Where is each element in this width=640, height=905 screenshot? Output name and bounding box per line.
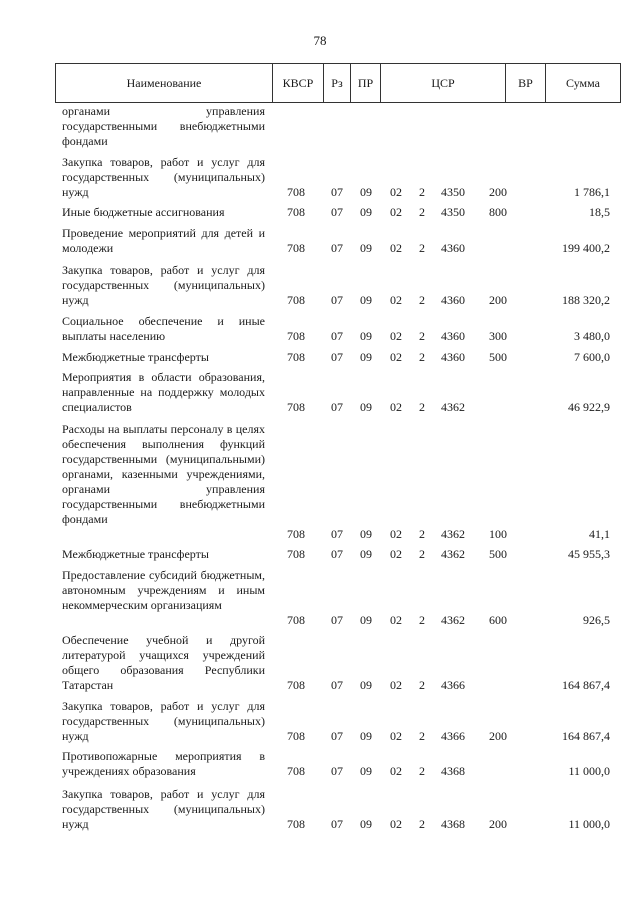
row-csr-program: 02 xyxy=(390,350,402,364)
row-csr-subprogram: 2 xyxy=(419,729,425,743)
row-csr-code: 4366 xyxy=(441,678,465,692)
row-name: Закупка товаров, работ и услуг для государственных (муниципальных) нужд xyxy=(62,699,265,743)
row-csr-code: 4368 xyxy=(441,817,465,831)
row-pr: 09 xyxy=(360,205,372,219)
row-csr-code: 4360 xyxy=(441,329,465,343)
row-csr-subprogram: 2 xyxy=(419,293,425,307)
row-csr-code: 4360 xyxy=(441,293,465,307)
row-csr-subprogram: 2 xyxy=(419,817,425,831)
row-pr: 09 xyxy=(360,527,372,541)
row-csr-subprogram: 2 xyxy=(419,764,425,778)
row-csr-program: 02 xyxy=(390,729,402,743)
header-vr: ВР xyxy=(506,64,546,102)
row-name: Мероприятия в области образования, направленные на поддержку молодых специалистов xyxy=(62,370,265,414)
row-name: органами управления государственными внебюджетными фондами xyxy=(62,104,265,148)
row-csr-code: 4366 xyxy=(441,729,465,743)
row-name: Проведение мероприятий для детей и молодежи xyxy=(62,226,265,255)
row-kvsr: 708 xyxy=(287,293,305,307)
row-pr: 09 xyxy=(360,241,372,255)
row-name: Противопожарные мероприятия в учреждениях образования xyxy=(62,749,265,778)
row-rz: 07 xyxy=(331,547,343,561)
header-pr: ПР xyxy=(351,64,381,102)
row-csr-subprogram: 2 xyxy=(419,547,425,561)
row-name: Межбюджетные трансферты xyxy=(62,547,209,561)
row-rz: 07 xyxy=(331,613,343,627)
row-sum: 199 400,2 xyxy=(562,241,610,255)
row-csr-subprogram: 2 xyxy=(419,613,425,627)
row-csr-subprogram: 2 xyxy=(419,350,425,364)
row-vr: 500 xyxy=(489,547,507,561)
row-pr: 09 xyxy=(360,764,372,778)
row-kvsr: 708 xyxy=(287,764,305,778)
row-sum: 11 000,0 xyxy=(568,817,610,831)
row-csr-subprogram: 2 xyxy=(419,400,425,414)
row-pr: 09 xyxy=(360,293,372,307)
row-csr-subprogram: 2 xyxy=(419,527,425,541)
row-name: Межбюджетные трансферты xyxy=(62,350,209,364)
header-rz: Рз xyxy=(324,64,351,102)
row-kvsr: 708 xyxy=(287,350,305,364)
row-pr: 09 xyxy=(360,400,372,414)
row-csr-program: 02 xyxy=(390,678,402,692)
row-kvsr: 708 xyxy=(287,329,305,343)
row-vr: 600 xyxy=(489,613,507,627)
row-rz: 07 xyxy=(331,764,343,778)
row-rz: 07 xyxy=(331,241,343,255)
row-csr-code: 4362 xyxy=(441,613,465,627)
row-csr-subprogram: 2 xyxy=(419,241,425,255)
row-rz: 07 xyxy=(331,185,343,199)
row-pr: 09 xyxy=(360,678,372,692)
row-rz: 07 xyxy=(331,329,343,343)
row-vr: 200 xyxy=(489,185,507,199)
row-kvsr: 708 xyxy=(287,678,305,692)
row-csr-code: 4350 xyxy=(441,185,465,199)
page-number: 78 xyxy=(313,33,327,48)
table-header xyxy=(55,63,621,103)
row-vr: 200 xyxy=(489,817,507,831)
row-pr: 09 xyxy=(360,329,372,343)
row-rz: 07 xyxy=(331,817,343,831)
row-csr-code: 4362 xyxy=(441,547,465,561)
row-pr: 09 xyxy=(360,350,372,364)
row-sum: 164 867,4 xyxy=(562,678,610,692)
row-rz: 07 xyxy=(331,678,343,692)
row-csr-program: 02 xyxy=(390,547,402,561)
row-kvsr: 708 xyxy=(287,547,305,561)
row-name: Закупка товаров, работ и услуг для государственных (муниципальных) нужд xyxy=(62,787,265,831)
row-csr-code: 4360 xyxy=(441,241,465,255)
row-csr-program: 02 xyxy=(390,293,402,307)
row-rz: 07 xyxy=(331,527,343,541)
row-vr: 200 xyxy=(489,293,507,307)
row-name: Закупка товаров, работ и услуг для государственных (муниципальных) нужд xyxy=(62,263,265,307)
row-csr-code: 4362 xyxy=(441,527,465,541)
row-name: Закупка товаров, работ и услуг для государственных (муниципальных) нужд xyxy=(62,155,265,199)
header-kvsr: КВСР xyxy=(273,64,324,102)
header-name: Наименование xyxy=(56,64,273,102)
row-sum: 3 480,0 xyxy=(574,329,610,343)
row-pr: 09 xyxy=(360,817,372,831)
row-kvsr: 708 xyxy=(287,729,305,743)
row-rz: 07 xyxy=(331,293,343,307)
row-kvsr: 708 xyxy=(287,817,305,831)
row-sum: 46 922,9 xyxy=(568,400,610,414)
row-sum: 7 600,0 xyxy=(574,350,610,364)
row-sum: 11 000,0 xyxy=(568,764,610,778)
row-csr-program: 02 xyxy=(390,613,402,627)
row-csr-subprogram: 2 xyxy=(419,678,425,692)
row-vr: 300 xyxy=(489,329,507,343)
row-sum: 188 320,2 xyxy=(562,293,610,307)
row-name: Обеспечение учебной и другой литературой учащихся учреждений общего образования Республики Татарстан xyxy=(62,633,265,692)
row-rz: 07 xyxy=(331,400,343,414)
row-csr-code: 4350 xyxy=(441,205,465,219)
row-kvsr: 708 xyxy=(287,205,305,219)
row-name: Расходы на выплаты персоналу в целях обеспечения выполнения функций государственными (муниципальными) органами, казенными учреждениями, органами управления государственными внебюджетными фондами xyxy=(62,422,265,526)
row-sum: 1 786,1 xyxy=(574,185,610,199)
header-csr: ЦСР xyxy=(381,64,506,102)
row-csr-program: 02 xyxy=(390,185,402,199)
row-rz: 07 xyxy=(331,205,343,219)
row-csr-program: 02 xyxy=(390,817,402,831)
row-csr-subprogram: 2 xyxy=(419,329,425,343)
row-csr-program: 02 xyxy=(390,527,402,541)
row-sum: 41,1 xyxy=(589,527,610,541)
row-name: Иные бюджетные ассигнования xyxy=(62,205,225,219)
row-vr: 500 xyxy=(489,350,507,364)
row-kvsr: 708 xyxy=(287,400,305,414)
row-vr: 800 xyxy=(489,205,507,219)
row-sum: 926,5 xyxy=(583,613,610,627)
row-sum: 45 955,3 xyxy=(568,547,610,561)
row-csr-subprogram: 2 xyxy=(419,185,425,199)
row-pr: 09 xyxy=(360,547,372,561)
row-kvsr: 708 xyxy=(287,527,305,541)
row-pr: 09 xyxy=(360,185,372,199)
row-csr-code: 4360 xyxy=(441,350,465,364)
header-sum: Сумма xyxy=(566,75,600,90)
row-vr: 200 xyxy=(489,729,507,743)
row-kvsr: 708 xyxy=(287,613,305,627)
row-sum: 164 867,4 xyxy=(562,729,610,743)
row-name: Предоставление субсидий бюджетным, автономным учреждениям и иным некоммерческим организациям xyxy=(62,568,265,612)
row-kvsr: 708 xyxy=(287,241,305,255)
row-csr-code: 4368 xyxy=(441,764,465,778)
row-csr-program: 02 xyxy=(390,764,402,778)
row-csr-program: 02 xyxy=(390,205,402,219)
row-vr: 100 xyxy=(489,527,507,541)
row-csr-program: 02 xyxy=(390,400,402,414)
row-rz: 07 xyxy=(331,350,343,364)
row-csr-subprogram: 2 xyxy=(419,205,425,219)
row-csr-program: 02 xyxy=(390,241,402,255)
row-sum: 18,5 xyxy=(589,205,610,219)
row-kvsr: 708 xyxy=(287,185,305,199)
row-name: Социальное обеспечение и иные выплаты населению xyxy=(62,314,265,343)
row-pr: 09 xyxy=(360,613,372,627)
row-csr-code: 4362 xyxy=(441,400,465,414)
row-rz: 07 xyxy=(331,729,343,743)
row-pr: 09 xyxy=(360,729,372,743)
row-csr-program: 02 xyxy=(390,329,402,343)
